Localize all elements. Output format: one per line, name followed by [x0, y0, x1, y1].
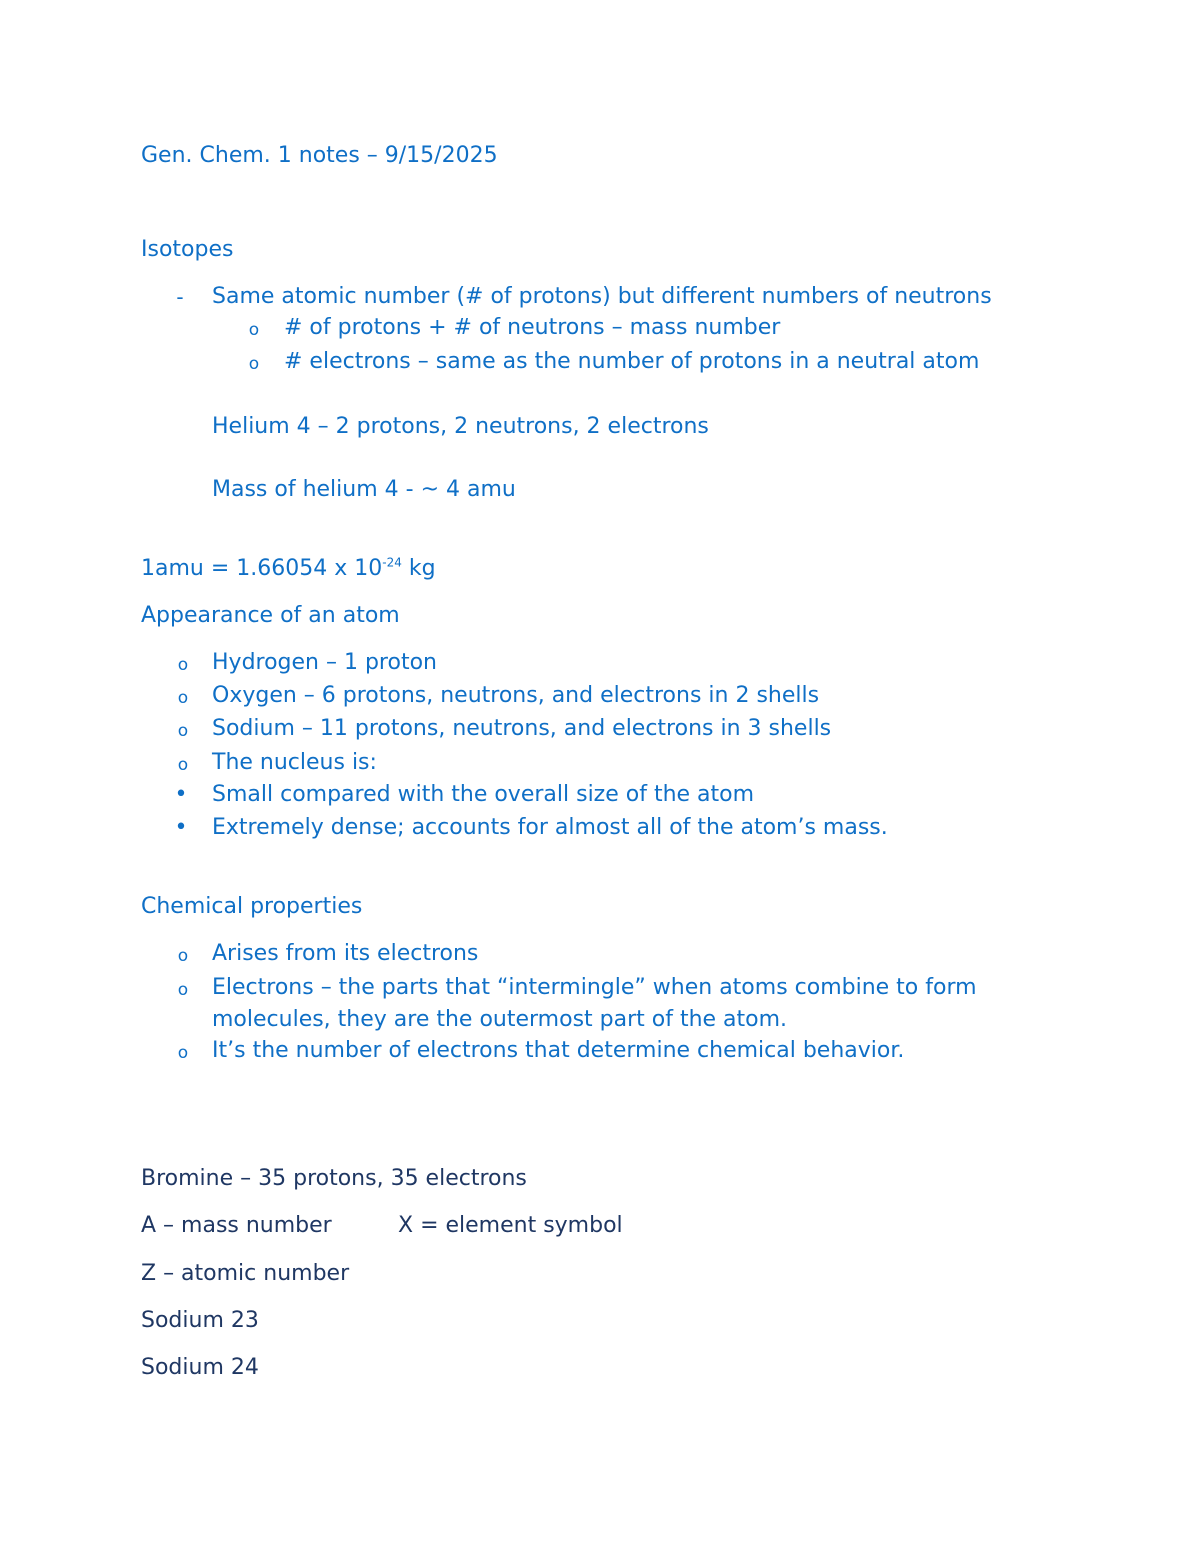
circle-bullet-icon: o: [177, 688, 189, 708]
dash-bullet-icon: -: [176, 285, 184, 309]
filled-bullet-icon: •: [174, 815, 188, 840]
list-item: Electrons – the parts that “intermingle” when atoms combine to form: [212, 975, 977, 1000]
helium-line: Helium 4 – 2 protons, 2 neutrons, 2 electrons: [212, 414, 709, 439]
amu-unit: kg: [401, 556, 436, 581]
circle-bullet-icon: o: [177, 1043, 189, 1063]
circle-bullet-icon: o: [177, 946, 189, 966]
isotopes-sub-bullet: # of protons + # of neutrons – mass number: [284, 315, 781, 340]
list-item: Sodium – 11 protons, neutrons, and electrons in 3 shells: [212, 716, 832, 741]
circle-bullet-icon: o: [248, 320, 260, 340]
list-item: It’s the number of electrons that determine chemical behavior.: [212, 1038, 905, 1063]
isotopes-heading: Isotopes: [141, 237, 234, 262]
circle-bullet-icon: o: [177, 655, 189, 675]
filled-bullet-icon: •: [174, 782, 188, 807]
sodium-23-line: Sodium 23: [141, 1308, 259, 1333]
list-item: The nucleus is:: [212, 750, 377, 775]
x-definition: X = element symbol: [398, 1213, 623, 1238]
list-item-continuation: molecules, they are the outermost part of the atom.: [212, 1007, 788, 1032]
a-definition: A – mass number: [141, 1213, 332, 1238]
isotopes-sub-bullet: # electrons – same as the number of protons in a neutral atom: [284, 349, 980, 374]
list-item: Oxygen – 6 protons, neutrons, and electrons in 2 shells: [212, 683, 820, 708]
circle-bullet-icon: o: [177, 721, 189, 741]
circle-bullet-icon: o: [248, 354, 260, 374]
circle-bullet-icon: o: [177, 980, 189, 1000]
amu-exponent: -24: [382, 555, 402, 570]
helium-mass-line: Mass of helium 4 - ~ 4 amu: [212, 477, 516, 502]
amu-definition: [141, 555, 436, 583]
z-definition: Z – atomic number: [141, 1261, 350, 1286]
list-item: Arises from its electrons: [212, 941, 479, 966]
isotopes-bullet: Same atomic number (# of protons) but different numbers of neutrons: [212, 284, 992, 309]
sodium-24-line: Sodium 24: [141, 1355, 259, 1380]
bromine-line: Bromine – 35 protons, 35 electrons: [141, 1166, 527, 1191]
amu-prefix: 1amu = 1.66054 x 10: [141, 556, 383, 581]
list-item: Hydrogen – 1 proton: [212, 650, 437, 675]
circle-bullet-icon: o: [177, 755, 189, 775]
appearance-heading: Appearance of an atom: [141, 603, 400, 628]
list-item: Extremely dense; accounts for almost all of the atom’s mass.: [212, 815, 888, 840]
list-item: Small compared with the overall size of the atom: [212, 782, 755, 807]
chemical-heading: Chemical properties: [141, 894, 363, 919]
document-title: Gen. Chem. 1 notes – 9/15/2025: [141, 143, 498, 168]
